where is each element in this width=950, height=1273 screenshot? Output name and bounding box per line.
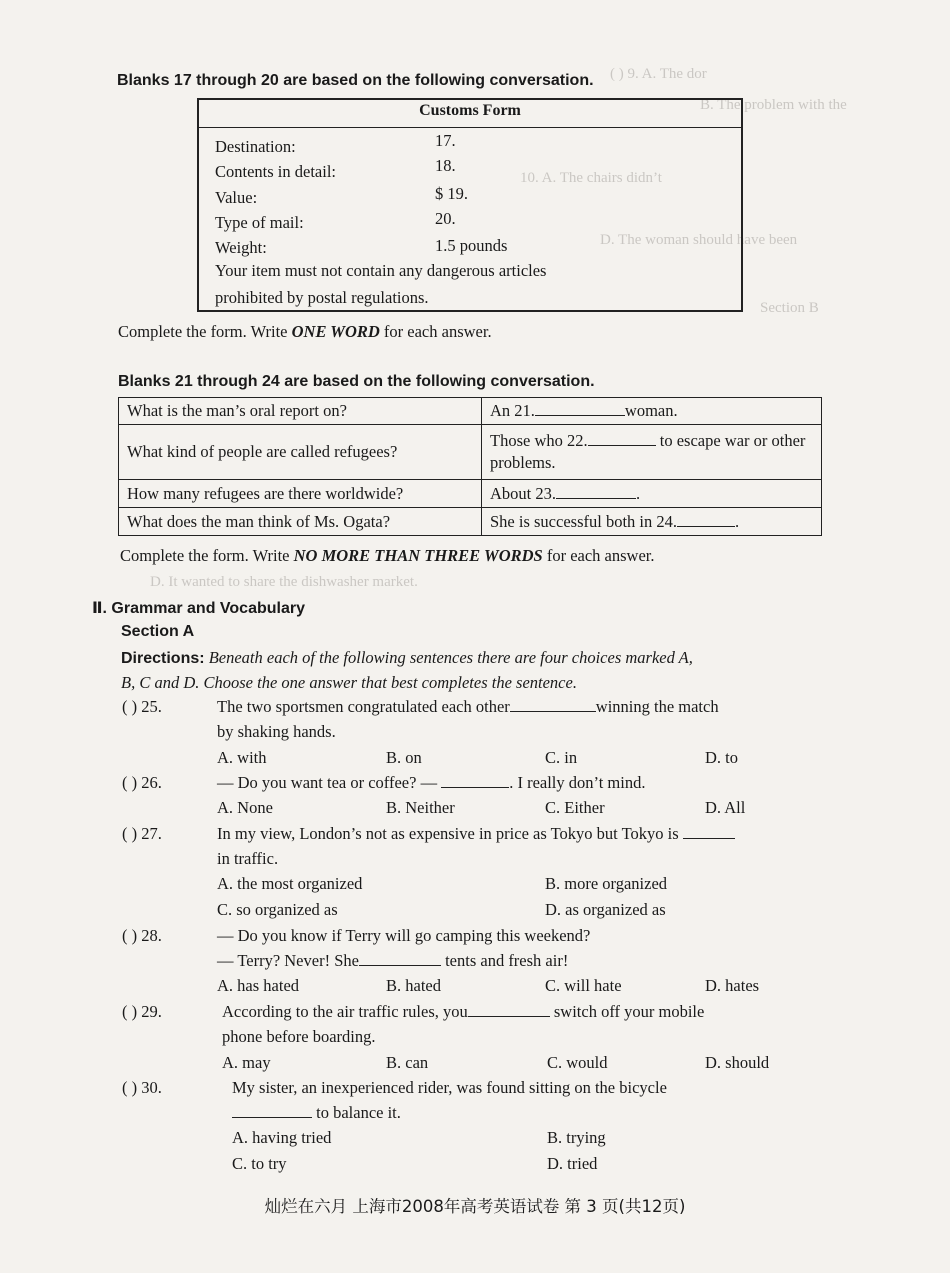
- choice-c: C. to try: [232, 1154, 287, 1173]
- answer-blank: [359, 965, 441, 966]
- blank-17: 17.: [435, 131, 456, 150]
- table-row: [119, 480, 822, 508]
- blank-23: [556, 498, 636, 499]
- bleed-through-text: ( ) 9. A. The dor: [610, 66, 707, 82]
- question-number: ( ) 28.: [122, 926, 162, 945]
- form-label: Destination:: [215, 137, 296, 156]
- form-label: Contents in detail:: [215, 162, 336, 181]
- question-27-text-cont: in traffic.: [217, 849, 279, 868]
- form-note: prohibited by postal regulations.: [215, 288, 429, 307]
- choice-b: B. on: [386, 748, 422, 767]
- choice-a: A. having tried: [232, 1128, 332, 1147]
- choice-b: B. more organized: [545, 874, 668, 893]
- section-title: Section A: [121, 623, 195, 640]
- choice-a: A. with: [217, 748, 267, 767]
- choice-d: D. should: [705, 1053, 770, 1072]
- answer-blank: [683, 838, 735, 839]
- form-row-destination: [199, 131, 739, 159]
- form-row-contents: [199, 156, 739, 184]
- question-28-text: — Do you know if Terry will go camping this weekend?: [217, 926, 591, 945]
- choice-c: C. Either: [545, 798, 605, 817]
- table-answer: She is successful both in 24. .: [482, 508, 822, 536]
- question-number: ( ) 25.: [122, 697, 162, 716]
- table-answer: About 23. .: [482, 480, 822, 508]
- instruction-17-20: Complete the form. Write ONE WORD for each answer.: [118, 322, 492, 341]
- form-note: Your item must not contain any dangerous articles: [215, 261, 547, 280]
- blank-22: [588, 445, 656, 446]
- question-28-text-cont: — Terry? Never! She tents and fresh air!: [217, 951, 569, 970]
- bleed-through-text: D. It wanted to share the dishwasher market.: [150, 574, 418, 590]
- choice-a: A. may: [222, 1053, 271, 1072]
- choice-d: D. All: [705, 798, 746, 817]
- customs-form-title: Customs Form: [419, 102, 521, 119]
- table-question: What does the man think of Ms. Ogata?: [119, 508, 482, 536]
- choice-b: B. Neither: [386, 798, 455, 817]
- section-header-17-20: Blanks 17 through 20 are based on the following conversation.: [117, 72, 594, 89]
- form-row-value: [199, 184, 739, 210]
- question-29-text: According to the air traffic rules, you switch off your mobile: [222, 1002, 705, 1021]
- bleed-through-text: B. The problem with the: [700, 97, 847, 113]
- question-number: ( ) 29.: [122, 1002, 162, 1021]
- bleed-through-text: 10. A. The chairs didn’t: [520, 170, 662, 186]
- blank-18: 18.: [435, 156, 456, 175]
- choice-b: B. can: [386, 1053, 429, 1072]
- table-row: [119, 425, 822, 480]
- question-number: ( ) 30.: [122, 1078, 162, 1097]
- form-row-weight: [199, 238, 739, 260]
- emphasis: ONE WORD: [291, 322, 380, 341]
- bleed-through-text: Section B: [760, 300, 819, 316]
- question-25-text-cont: by shaking hands.: [217, 722, 336, 741]
- form-divider: [199, 127, 741, 128]
- page-footer: 灿烂在六月 上海市2008年高考英语试卷 第 3 页(共12页): [264, 1197, 686, 1216]
- directions: Directions: Beneath each of the following sentences there are four choices marked A,: [121, 648, 693, 667]
- question-30-text-cont: to balance it.: [232, 1103, 401, 1123]
- table-row: [119, 398, 822, 425]
- choice-b: B. trying: [547, 1128, 606, 1147]
- question-30-text: My sister, an inexperienced rider, was found sitting on the bicycle: [232, 1078, 667, 1097]
- table-question: How many refugees are there worldwide?: [119, 480, 482, 508]
- bleed-through-text: D. The woman should have been: [600, 232, 798, 248]
- table-question: What is the man’s oral report on?: [119, 398, 482, 425]
- directions-cont: B, C and D. Choose the one answer that best completes the sentence.: [121, 673, 577, 692]
- question-number: ( ) 27.: [122, 824, 162, 843]
- answer-blank: [510, 711, 596, 712]
- choice-c: C. in: [545, 748, 578, 767]
- question-27-text: In my view, London’s not as expensive in price as Tokyo but Tokyo is: [217, 824, 735, 844]
- part-title: Ⅱ. Grammar and Vocabulary: [92, 600, 305, 617]
- choice-b: B. hated: [386, 976, 441, 995]
- table-answer: An 21. woman.: [482, 398, 822, 425]
- answer-blank: [468, 1016, 550, 1017]
- weight-value: 1.5 pounds: [435, 236, 508, 255]
- table-answer: Those who 22. to escape war or other problems.: [482, 425, 822, 480]
- blank-19: $ 19.: [435, 184, 468, 203]
- choice-a: A. None: [217, 798, 273, 817]
- form-row-type-of-mail: [199, 209, 739, 235]
- table-row: [119, 508, 822, 536]
- question-25-text: The two sportsmen congratulated each other winning the match: [217, 697, 719, 716]
- choice-c: C. so organized as: [217, 900, 338, 919]
- customs-form: [197, 98, 743, 312]
- choice-c: C. would: [547, 1053, 608, 1072]
- question-29-text-cont: phone before boarding.: [222, 1027, 376, 1046]
- table-question: What kind of people are called refugees?: [119, 425, 482, 480]
- section-header-21-24: Blanks 21 through 24 are based on the following conversation.: [118, 373, 595, 390]
- question-26-text: — Do you want tea or coffee? — . I really don’t mind.: [217, 773, 646, 792]
- form-label: Weight:: [215, 238, 267, 257]
- choice-d: D. to: [705, 748, 738, 767]
- answer-blank: [232, 1117, 312, 1118]
- choice-d: D. hates: [705, 976, 760, 995]
- conversation-table: [118, 397, 822, 536]
- question-number: ( ) 26.: [122, 773, 162, 792]
- instruction-21-24: Complete the form. Write NO MORE THAN THREE WORDS for each answer.: [120, 546, 655, 565]
- choice-a: A. the most organized: [217, 874, 363, 893]
- answer-blank: [441, 787, 509, 788]
- choice-d: D. tried: [547, 1154, 598, 1173]
- choice-a: A. has hated: [217, 976, 300, 995]
- choice-d: D. as organized as: [545, 900, 666, 919]
- form-label: Type of mail:: [215, 213, 304, 232]
- blank-24: [677, 526, 735, 527]
- blank-21: [535, 415, 625, 416]
- choice-c: C. will hate: [545, 976, 622, 995]
- blank-20: 20.: [435, 209, 456, 228]
- form-label: Value:: [215, 188, 258, 207]
- emphasis: NO MORE THAN THREE WORDS: [293, 546, 543, 565]
